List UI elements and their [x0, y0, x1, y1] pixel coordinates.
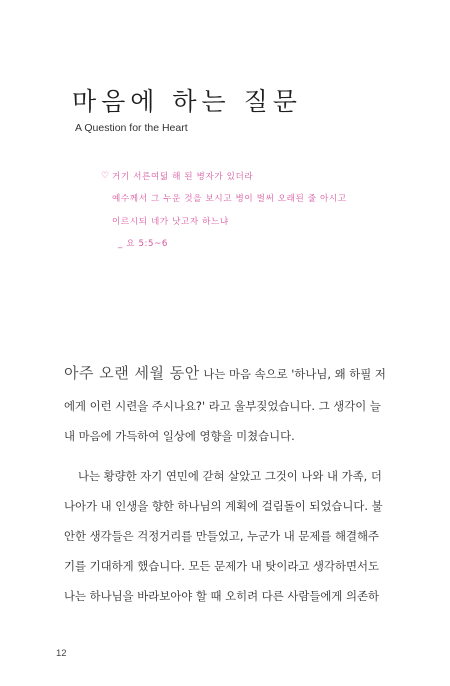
- lead-phrase: 아주 오랜 세월 동안: [64, 364, 200, 382]
- verse-line: 이르시되 네가 낫고자 하느냐: [112, 217, 229, 227]
- heart-icon: ♡: [101, 171, 110, 181]
- body-line: 나는 하나님을 바라보아야 할 때 오히려 다른 사람들에게 의존하: [64, 589, 380, 603]
- verse-reference: _ 요 5:5~6: [118, 239, 168, 249]
- page-subtitle: A Question for the Heart: [75, 122, 188, 134]
- body-line: 안한 생각들은 걱정거리를 만들었고, 누군가 내 문제를 해결해주: [64, 529, 380, 543]
- page-number: 12: [56, 648, 67, 659]
- body-line: 나아가 내 인생을 향한 하나님의 계획에 걸림돌이 되었습니다. 불: [64, 499, 383, 513]
- page-title: 마음에 하는 질문: [72, 87, 302, 116]
- body-line: 내 마음에 가득하여 일상에 영향을 미쳤습니다.: [64, 429, 295, 443]
- body-line: 에게 이런 시련을 주시나요?' 라고 울부짖었습니다. 그 생각이 늘: [64, 399, 381, 413]
- body-line: 기를 기대하게 했습니다. 모든 문제가 내 탓이라고 생각하면서도: [64, 559, 380, 573]
- body-line-text: 나는 마음 속으로 '하나님, 왜 하필 저: [203, 367, 386, 381]
- verse-line: 거기 서른여덟 해 된 병자가 있더라: [112, 172, 254, 182]
- verse-line: 예수께서 그 누운 것을 보시고 병이 벌써 오래된 줄 아시고: [112, 194, 347, 204]
- body-line: [64, 362, 386, 383]
- body-line: 나는 황량한 자기 연민에 갇혀 살았고 그것이 나와 내 가족, 더: [78, 469, 382, 483]
